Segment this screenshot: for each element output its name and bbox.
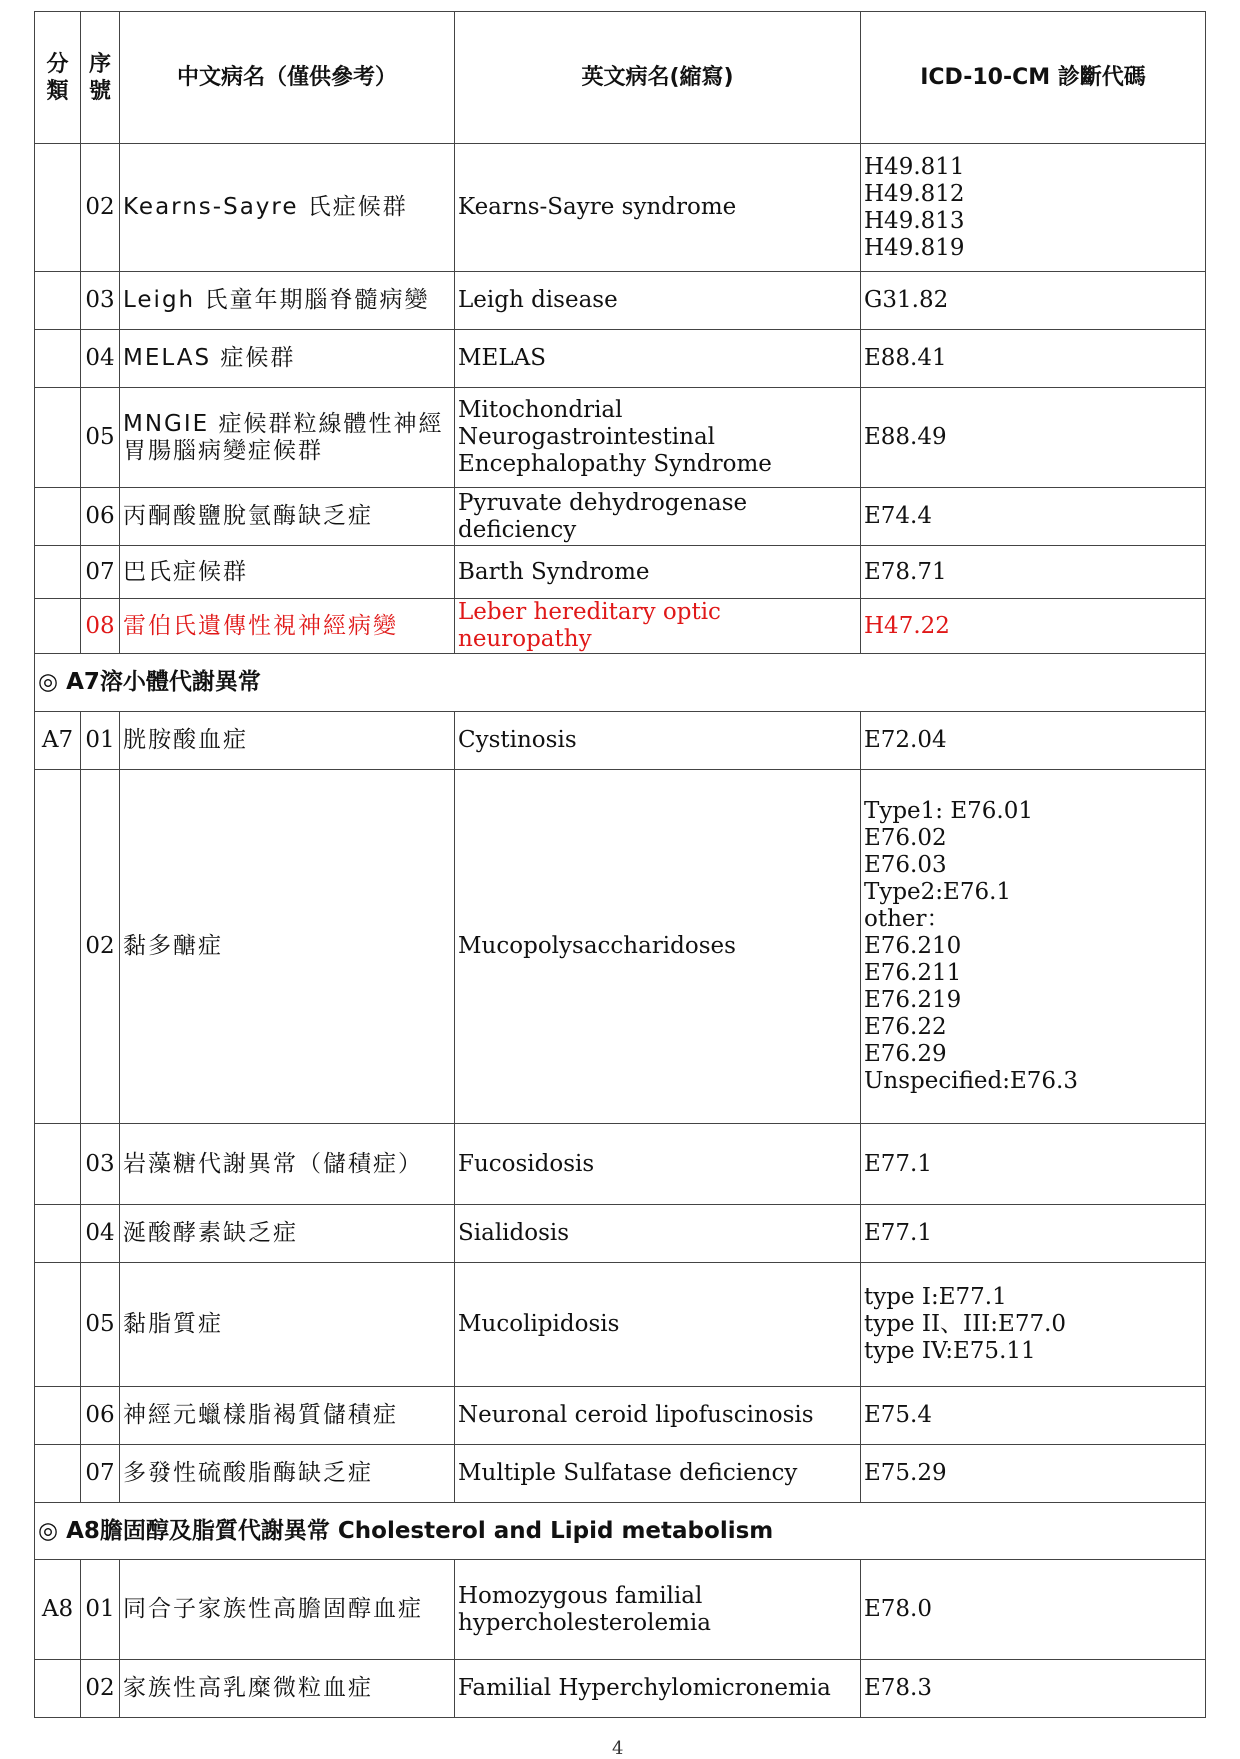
icd-code-line: E75.29 [864,1460,947,1486]
sequence-cell: 02 [81,1660,120,1718]
icd-code-line: E88.49 [864,424,947,450]
chinese-name-cell: 神經元蠟樣脂褐質儲積症 [120,1387,455,1445]
category-cell [35,488,81,546]
table-row [35,272,1206,330]
header-category-char: 類 [46,78,69,104]
header-sequence [81,12,120,144]
table-row [35,1263,1206,1387]
icd-code-line: H49.811 [864,153,965,180]
sequence-cell: 05 [81,1263,120,1387]
chinese-name-cell: 黏多醣症 [120,770,455,1124]
icd-code-line: E78.0 [864,1596,933,1622]
english-name-cell: Kearns-Sayre syndrome [455,144,861,272]
icd-code-line: Type2:E76.1 [864,879,1012,905]
icd-code-line: E74.4 [864,503,933,529]
english-name-cell: Multiple Sulfatase deficiency [455,1445,861,1503]
icd-code-cell [861,1387,1206,1445]
category-cell [35,1205,81,1263]
icd-code-line: E76.03 [864,852,947,878]
chinese-name-cell: 家族性高乳糜微粒血症 [120,1660,455,1718]
english-name-cell: Barth Syndrome [455,546,861,599]
icd-code-cell [861,1263,1206,1387]
chinese-name-cell: 巴氏症候群 [120,546,455,599]
english-name-cell: Familial Hyperchylomicronemia [455,1660,861,1718]
sequence-cell: 03 [81,1124,120,1205]
category-cell [35,599,81,654]
icd-code-line: E76.02 [864,825,947,851]
icd-code-line: type II、III:E77.0 [864,1311,1067,1337]
english-name-cell: Mucopolysaccharidoses [455,770,861,1124]
icd-code-line: E77.1 [864,1150,933,1177]
header-category [35,12,81,144]
icd-code-line: E75.4 [864,1402,933,1428]
english-name-cell: Leigh disease [455,272,861,330]
header-sequence-char: 號 [88,78,111,104]
table-row [35,1660,1206,1718]
category-cell [35,330,81,388]
english-name-cell: Homozygous familial hypercholesterolemia [455,1560,861,1660]
icd-code-cell [861,488,1206,546]
english-name-cell: Sialidosis [455,1205,861,1263]
icd-code-line: E77.1 [864,1220,933,1246]
icd-code-line: E76.219 [864,987,962,1013]
icd-code-cell [861,144,1206,272]
icd-code-line: H47.22 [864,612,950,639]
sequence-cell: 04 [81,330,120,388]
category-cell [35,546,81,599]
category-cell [35,272,81,330]
table-row [35,1205,1206,1263]
icd-code-line: E76.22 [864,1014,947,1040]
english-name-cell: Neuronal ceroid lipofuscinosis [455,1387,861,1445]
icd-code-line: G31.82 [864,287,949,313]
icd-code-cell [861,388,1206,488]
icd-code-line: other： [864,906,950,932]
icd-code-line: H49.813 [864,207,965,234]
category-cell [35,1445,81,1503]
section-title: ◎ A8膽固醇及脂質代謝異常 Cholesterol and Lipid metabolism [35,1503,1206,1560]
chinese-name-cell: Leigh 氏童年期腦脊髓病變 [120,272,455,330]
chinese-name-cell: MELAS 症候群 [120,330,455,388]
header-icd-code: ICD-10-CM 診斷代碼 [861,12,1206,144]
icd-code-cell [861,546,1206,599]
icd-code-line: E76.210 [864,933,962,959]
chinese-name-cell: MNGIE 症候群粒線體性神經胃腸腦病變症候群 [120,388,455,488]
sequence-cell: 03 [81,272,120,330]
icd-code-cell [861,712,1206,770]
chinese-name-cell: 多發性硫酸脂酶缺乏症 [120,1445,455,1503]
sequence-cell: 06 [81,1387,120,1445]
icd-code-cell [861,1660,1206,1718]
table-row [35,1387,1206,1445]
header-category-char: 分 [46,51,69,77]
icd-code-line: E88.41 [864,345,947,371]
sequence-cell: 08 [81,599,120,654]
icd-code-line: E78.71 [864,558,947,585]
sequence-cell: 01 [81,1560,120,1660]
sequence-cell: 06 [81,488,120,546]
chinese-name-cell: 雷伯氏遺傳性視神經病變 [120,599,455,654]
table-row [35,330,1206,388]
icd-code-cell [861,1205,1206,1263]
category-cell: A8 [35,1560,81,1660]
disease-code-table [34,11,1206,1718]
category-cell [35,770,81,1124]
chinese-name-cell: 丙酮酸鹽脫氫酶缺乏症 [120,488,455,546]
table-row [35,388,1206,488]
group-rows [35,1560,1206,1718]
header-sequence-char: 序 [88,51,111,77]
category-cell [35,1660,81,1718]
table-row [35,1445,1206,1503]
icd-code-cell [861,1560,1206,1660]
group-rows [35,712,1206,1503]
chinese-name-cell: 岩藻糖代謝異常（儲積症） [120,1124,455,1205]
category-cell: A7 [35,712,81,770]
chinese-name-cell: 黏脂質症 [120,1263,455,1387]
table-row [35,712,1206,770]
category-cell [35,1124,81,1205]
table-row [35,488,1206,546]
icd-code-cell [861,1445,1206,1503]
chinese-name-cell: Kearns-Sayre 氏症候群 [120,144,455,272]
icd-code-cell [861,272,1206,330]
chinese-name-cell: 同合子家族性高膽固醇血症 [120,1560,455,1660]
icd-code-cell [861,330,1206,388]
sequence-cell: 01 [81,712,120,770]
icd-code-line: E72.04 [864,727,947,753]
icd-code-line: type IV:E75.11 [864,1338,1036,1364]
table-row [35,1560,1206,1660]
english-name-cell: Fucosidosis [455,1124,861,1205]
category-cell [35,1387,81,1445]
table-header-row [35,12,1206,144]
icd-code-cell [861,1124,1206,1205]
table-row [35,1124,1206,1205]
english-name-cell: MELAS [455,330,861,388]
sequence-cell: 07 [81,546,120,599]
table-row-highlighted [35,599,1206,654]
chinese-name-cell: 胱胺酸血症 [120,712,455,770]
icd-code-cell [861,599,1206,654]
english-name-cell: Cystinosis [455,712,861,770]
icd-code-line: H49.812 [864,180,965,207]
table-row [35,144,1206,272]
table-row [35,770,1206,1124]
category-cell [35,144,81,272]
icd-code-line: type I:E77.1 [864,1284,1007,1310]
sequence-cell: 07 [81,1445,120,1503]
category-cell [35,1263,81,1387]
icd-code-line: E78.3 [864,1675,933,1701]
header-chinese-name: 中文病名（僅供參考） [120,12,455,144]
table-row [35,546,1206,599]
sequence-cell: 05 [81,388,120,488]
icd-code-line: Type1: E76.01 [864,798,1033,824]
english-name-cell: Pyruvate dehydrogenase deficiency [455,488,861,546]
sequence-cell: 02 [81,770,120,1124]
section-title: ◎ A7溶小體代謝異常 [35,654,1206,712]
english-name-cell: Mucolipidosis [455,1263,861,1387]
icd-code-line: H49.819 [864,234,965,261]
icd-code-line: E76.29 [864,1041,947,1067]
english-name-cell: Mitochondrial Neurogastrointestinal Encephalopathy Syndrome [455,388,861,488]
section-a8 [35,1503,1206,1560]
chinese-name-cell: 涎酸酵素缺乏症 [120,1205,455,1263]
section-a7 [35,654,1206,712]
icd-code-line: E76.211 [864,960,962,986]
icd-code-line: Unspecified:E76.3 [864,1068,1078,1094]
icd-code-cell [861,770,1206,1124]
english-name-cell: Leber hereditary optic neuropathy [455,599,861,654]
sequence-cell: 02 [81,144,120,272]
group-rows [35,144,1206,654]
sequence-cell: 04 [81,1205,120,1263]
page-number: 4 [612,1738,624,1759]
category-cell [35,388,81,488]
header-english-name: 英文病名(縮寫) [455,12,861,144]
